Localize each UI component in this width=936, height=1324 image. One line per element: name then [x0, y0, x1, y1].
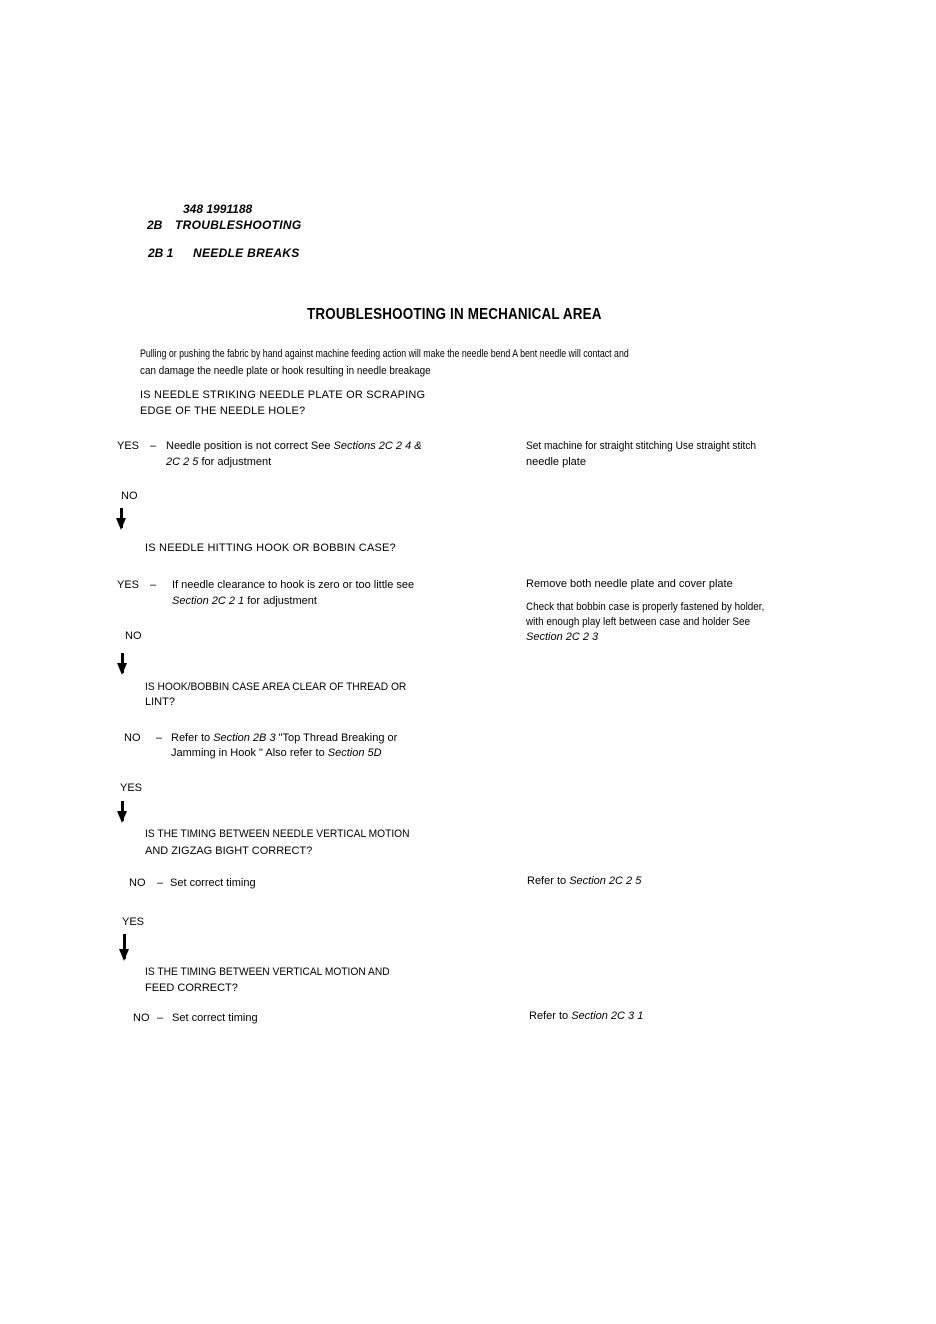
- question-line: AND ZIGZAG BIGHT CORRECT?: [145, 845, 313, 857]
- section-reference: Section 2C 3 1: [571, 1010, 644, 1022]
- down-arrow-icon: [121, 801, 124, 821]
- subsection-number: 2B 1: [148, 246, 174, 260]
- question-line: IS HOOK/BOBBIN CASE AREA CLEAR OF THREAD OR: [145, 681, 407, 693]
- question-line: IS NEEDLE STRIKING NEEDLE PLATE OR SCRAPING: [140, 389, 426, 401]
- section-reference: Section 2C 2 5: [569, 875, 642, 887]
- action-text: Refer to: [171, 732, 214, 744]
- action-text: Set correct timing: [170, 877, 256, 889]
- down-arrow-icon: [123, 934, 126, 959]
- section-reference: Section 2C 2 3: [526, 631, 599, 643]
- page-title: TROUBLESHOOTING IN MECHANICAL AREA: [307, 306, 602, 323]
- section-reference: Section 2B 3: [213, 732, 276, 744]
- branch-label-no: NO: [129, 877, 146, 889]
- document-code: 348 1991188: [183, 202, 253, 216]
- action-line: [171, 733, 397, 744]
- side-note-text: Refer to: [529, 1010, 572, 1022]
- side-note: Check that bobbin case is properly fastened by holder,: [526, 601, 765, 613]
- side-note: with enough play left between case and holder See: [526, 616, 751, 628]
- action-text: for adjustment: [244, 595, 317, 607]
- branch-label-yes: YES: [120, 782, 143, 794]
- subsection-title: NEEDLE BREAKS: [193, 246, 300, 260]
- action-line: [171, 748, 382, 759]
- branch-label-no: NO: [125, 630, 142, 642]
- action-text: Needle position is not correct See: [166, 440, 334, 452]
- action-text: "Top Thread Breaking or: [275, 732, 398, 744]
- branch-label-no: NO: [133, 1012, 150, 1024]
- section-reference: 2C 2 5: [166, 456, 199, 468]
- intro-line: can damage the needle plate or hook resulting in needle breakage: [140, 365, 431, 377]
- action-line: [166, 457, 271, 468]
- branch-label-no: NO: [124, 732, 141, 744]
- side-note: Set machine for straight stitching Use straight stitch: [526, 440, 757, 452]
- section-number: 2B: [147, 218, 163, 232]
- action-text: Set correct timing: [172, 1012, 258, 1024]
- section-reference: Section 5D: [327, 747, 382, 759]
- action-text: for adjustment: [198, 456, 272, 468]
- side-note-text: Refer to: [527, 875, 570, 887]
- side-note: [529, 1011, 643, 1022]
- side-note: Remove both needle plate and cover plate: [526, 578, 733, 590]
- question-line: IS NEEDLE HITTING HOOK OR BOBBIN CASE?: [145, 542, 396, 554]
- side-note: needle plate: [526, 456, 586, 468]
- question-line: IS THE TIMING BETWEEN VERTICAL MOTION AND: [145, 966, 390, 978]
- branch-label-no: NO: [121, 490, 138, 502]
- branch-label-yes: YES: [117, 579, 140, 591]
- question-line: IS THE TIMING BETWEEN NEEDLE VERTICAL MOTION: [145, 828, 410, 840]
- action-line: [172, 596, 317, 607]
- question-line: EDGE OF THE NEEDLE HOLE?: [140, 405, 306, 417]
- section-reference: Section 2C 2 1: [172, 595, 245, 607]
- question-line: LINT?: [145, 696, 175, 708]
- section-reference: Sections 2C 2 4 &: [333, 440, 422, 452]
- branch-label-yes: YES: [122, 916, 145, 928]
- intro-line: Pulling or pushing the fabric by hand against machine feeding action will make the needle bend A bent needle will contact and: [140, 348, 629, 360]
- action-text: Jamming in Hook " Also refer to: [171, 747, 328, 759]
- side-note: [527, 876, 641, 887]
- action-line: [166, 441, 422, 452]
- action-text: If needle clearance to hook is zero or too little see: [172, 579, 415, 591]
- section-title: TROUBLESHOOTING: [175, 218, 302, 232]
- down-arrow-icon: [120, 508, 123, 528]
- down-arrow-icon: [121, 653, 124, 673]
- branch-label-yes: YES: [117, 440, 140, 452]
- question-line: FEED CORRECT?: [145, 982, 238, 994]
